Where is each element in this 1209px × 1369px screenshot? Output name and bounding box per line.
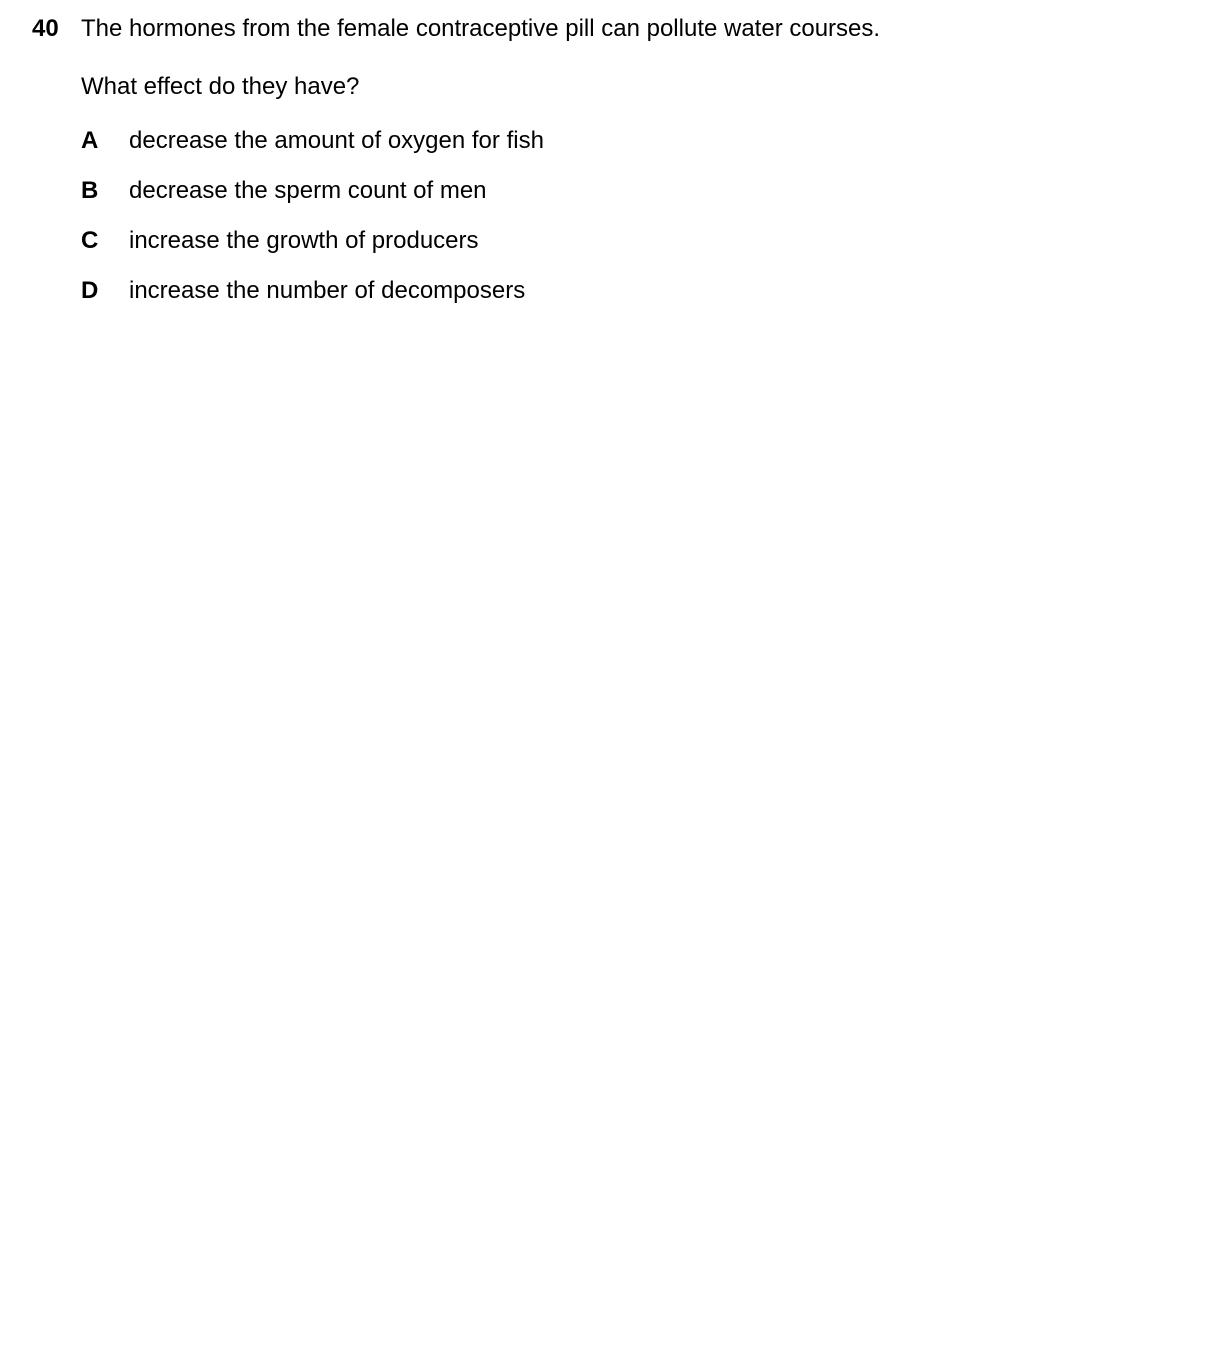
option-b[interactable] [81, 176, 981, 226]
option-a[interactable] [81, 126, 981, 176]
option-letter: D [81, 277, 99, 304]
option-c[interactable] [81, 226, 981, 276]
option-text: decrease the sperm count of men [129, 177, 487, 204]
option-letter: A [81, 127, 99, 154]
option-text: increase the growth of producers [129, 227, 479, 254]
question-stem: The hormones from the female contraceptive pill can pollute water courses. [81, 15, 881, 42]
question-number: 40 [32, 15, 59, 42]
question-prompt: What effect do they have? [81, 73, 360, 100]
option-text: decrease the amount of oxygen for fish [129, 127, 544, 154]
answer-options [81, 126, 981, 326]
option-d[interactable] [81, 276, 981, 326]
option-letter: C [81, 227, 99, 254]
option-letter: B [81, 177, 99, 204]
option-text: increase the number of decomposers [129, 277, 526, 304]
